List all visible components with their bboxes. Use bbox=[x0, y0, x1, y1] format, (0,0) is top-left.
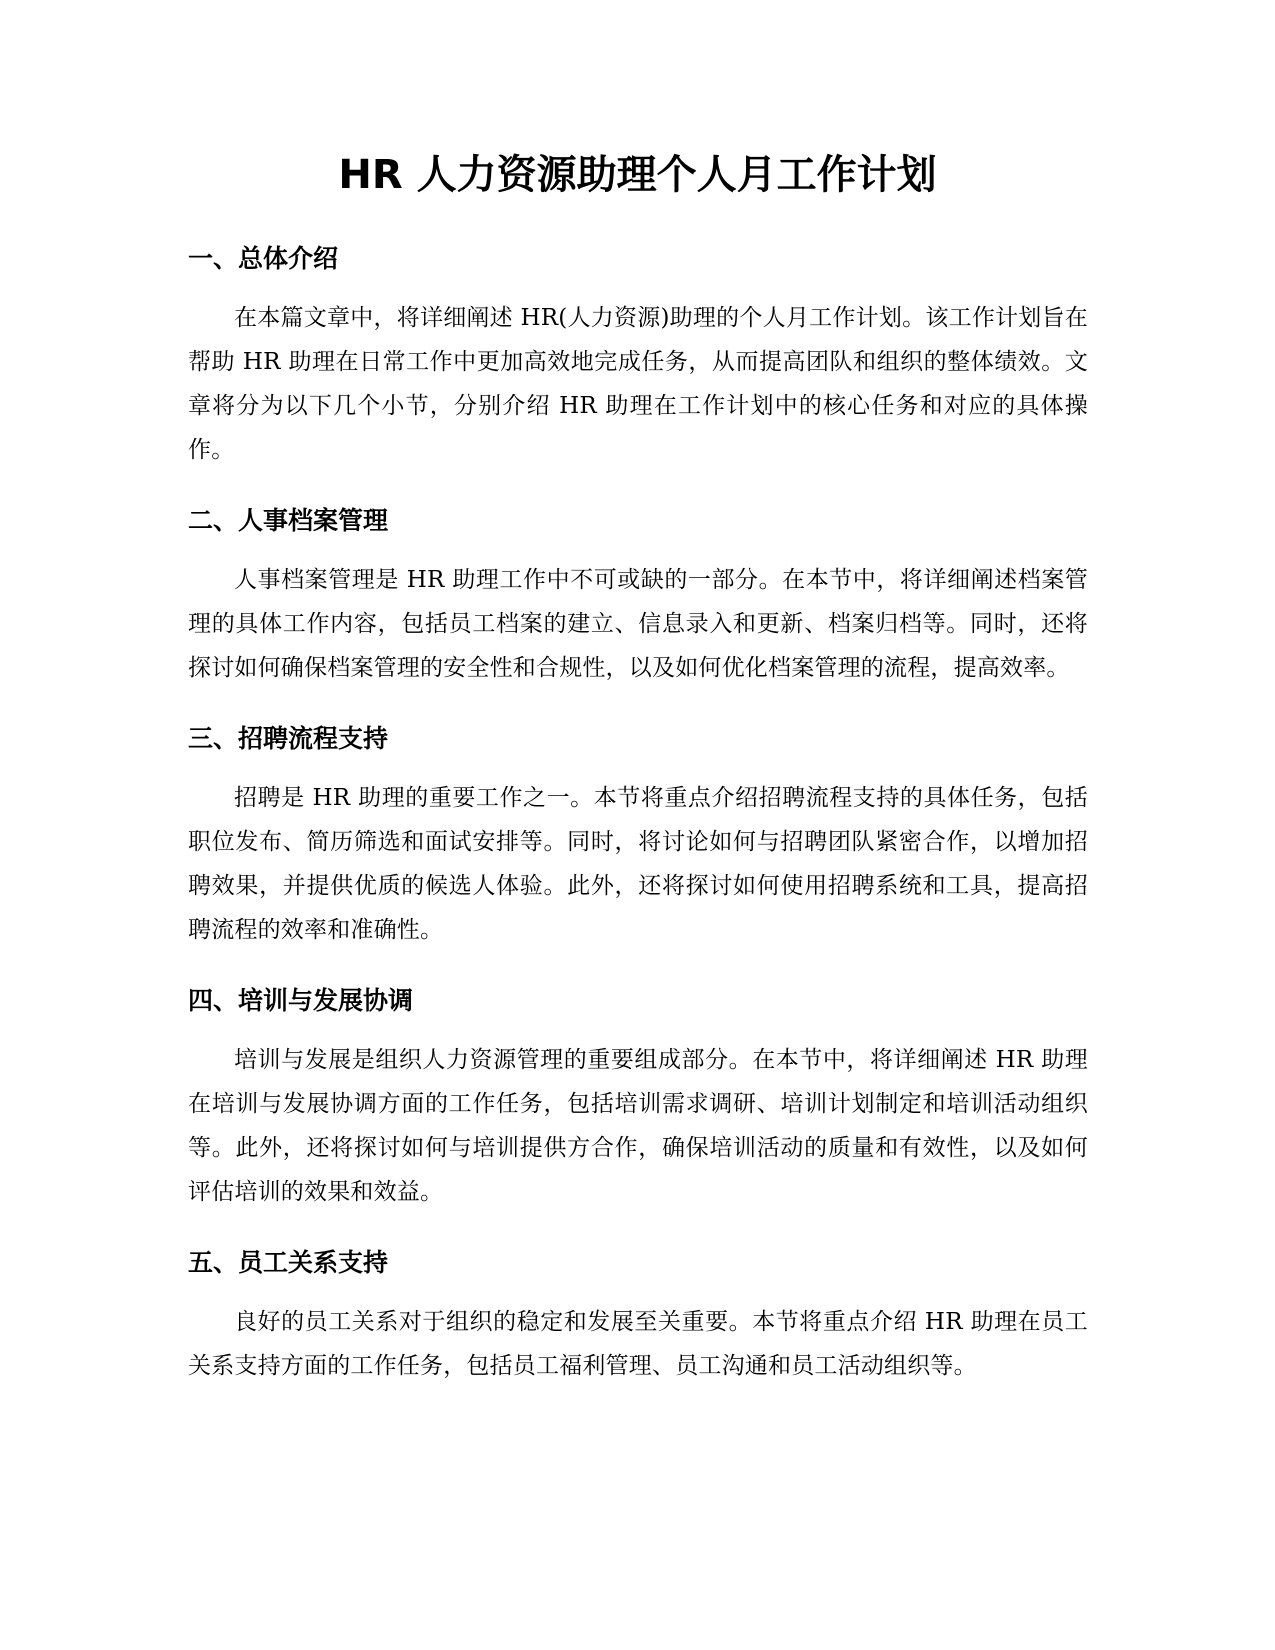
section-heading-personnel-files: 二、人事档案管理 bbox=[188, 506, 389, 535]
document-title: HR 人力资源助理个人月工作计划 bbox=[338, 152, 937, 198]
section-body-intro: 在本篇文章中，将详细阐述 HR(人力资源)助理的个人月工作计划。该工作计划旨在帮助 HR 助理在日常工作中更加高效地完成任务，从而提高团队和组织的整体绩效。文章将分为以下几个小节，分别介绍 HR 助理在工作计划中的核心任务和对应的具体操作。 bbox=[188, 305, 1088, 463]
section-heading-employee-relations: 五、员工关系支持 bbox=[188, 1248, 389, 1277]
section-body-personnel-files: 人事档案管理是 HR 助理工作中不可或缺的一部分。在本节中，将详细阐述档案管理的具体工作内容，包括员工档案的建立、信息录入和更新、档案归档等。同时，还将探讨如何确保档案管理的安全性和合规性，以及如何优化档案管理的流程，提高效率。 bbox=[188, 567, 1088, 681]
document-content bbox=[188, 240, 1088, 1418]
section-heading-recruitment: 三、招聘流程支持 bbox=[188, 724, 389, 753]
section-body-recruitment: 招聘是 HR 助理的重要工作之一。本节将重点介绍招聘流程支持的具体任务，包括职位发布、简历筛选和面试安排等。同时，将讨论如何与招聘团队紧密合作，以增加招聘效果，并提供优质的候选人体验。此外，还将探讨如何使用招聘系统和工具，提高招聘流程的效率和准确性。 bbox=[188, 785, 1088, 943]
section-body-training: 培训与发展是组织人力资源管理的重要组成部分。在本节中，将详细阐述 HR 助理在培训与发展协调方面的工作任务，包括培训需求调研、培训计划制定和培训活动组织等。此外，还将探讨如何与培训提供方合作，确保培训活动的质量和有效性，以及如何评估培训的效果和效益。 bbox=[188, 1047, 1088, 1205]
section-heading-training: 四、培训与发展协调 bbox=[188, 986, 414, 1015]
section-heading-intro: 一、总体介绍 bbox=[188, 244, 339, 273]
section-body-employee-relations: 良好的员工关系对于组织的稳定和发展至关重要。本节将重点介绍 HR 助理在员工关系支持方面的工作任务，包括员工福利管理、员工沟通和员工活动组织等。 bbox=[188, 1309, 1088, 1379]
